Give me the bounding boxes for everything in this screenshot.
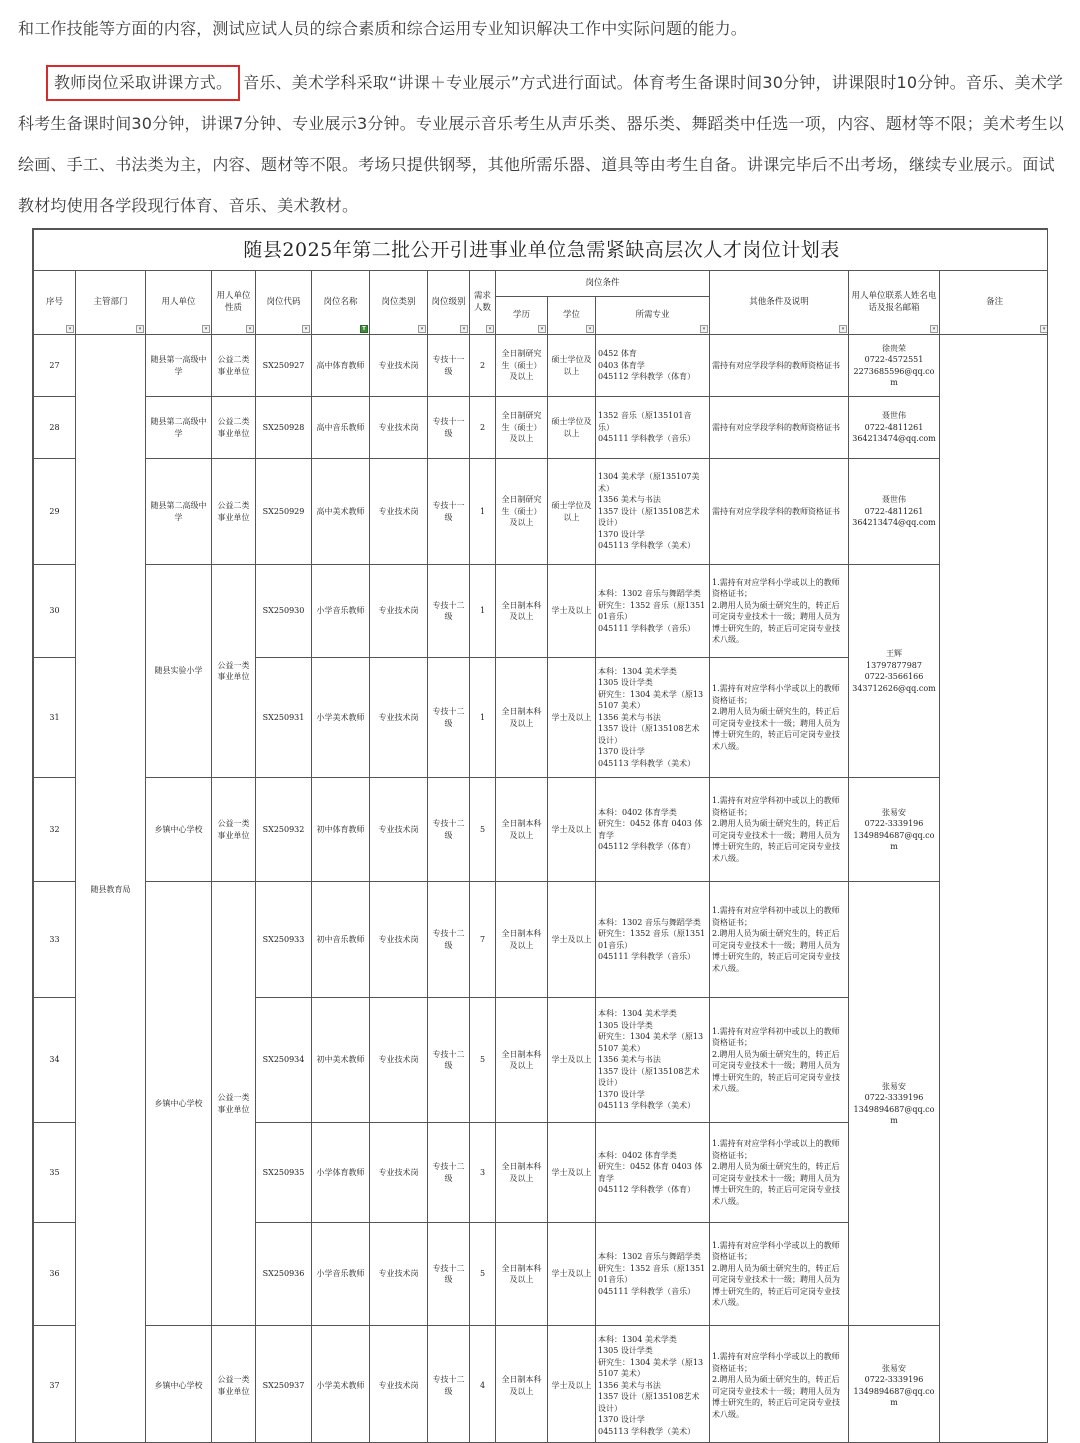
cell-edu: 全日制本科及以上	[496, 1326, 548, 1443]
cell-seq: 37	[34, 1326, 76, 1443]
cell-name: 小学美术教师	[312, 1326, 370, 1443]
cell-code: SX250927	[256, 335, 312, 397]
cell-edu: 全日制本科及以上	[496, 565, 548, 658]
table-row	[34, 1326, 1049, 1443]
cell-other: 需持有对应学段学科的教师资格证书	[710, 397, 849, 459]
cell-other: 需持有对应学段学科的教师资格证书	[710, 459, 849, 565]
cell-major: 本科：1302 音乐与舞蹈学类 研究生：1352 音乐（原135101音乐） 045111 学科教学（音乐）	[596, 882, 710, 998]
cell-major: 本科：1304 美术学类 1305 设计学类 研究生：1304 美术学（原135107 美术） 1356 美术与书法 1357 设计（原135108艺术设计） 1370 设计学 045113 学科教学（美术）	[596, 658, 710, 778]
cell-count: 7	[470, 882, 496, 998]
cell-edu: 全日制研究生（硕士）及以上	[496, 335, 548, 397]
cell-unit-type: 公益一类事业单位	[212, 778, 256, 882]
cell-unit-type: 公益二类事业单位	[212, 335, 256, 397]
cell-category: 专业技术岗	[370, 335, 428, 397]
filter-dropdown-icon: ▾	[202, 325, 210, 333]
cell-level: 专技十二级	[428, 778, 470, 882]
cell-degree: 学士及以上	[548, 658, 596, 778]
cell-degree: 硕士学位及以上	[548, 335, 596, 397]
filter-dropdown-icon: ▾	[246, 325, 254, 333]
header-seq[interactable]: 序号 ▾	[34, 271, 76, 335]
cell-edu: 全日制本科及以上	[496, 658, 548, 778]
table-row	[34, 335, 1049, 397]
cell-other: 1.需持有对应学科小学或以上的教师资格证书； 2.聘用人员为硕士研究生的，转正后可定岗专业技术十一级；聘用人员为博士研究生的，转正后可定岗专业技术八级。	[710, 1223, 849, 1326]
cell-major: 本科：1302 音乐与舞蹈学类 研究生：1352 音乐（原135101音乐） 045111 学科教学（音乐）	[596, 565, 710, 658]
cell-category: 专业技术岗	[370, 998, 428, 1123]
cell-degree: 学士及以上	[548, 998, 596, 1123]
header-conditions: 岗位条件	[496, 271, 710, 297]
cell-category: 专业技术岗	[370, 397, 428, 459]
cell-count: 5	[470, 998, 496, 1123]
cell-level: 专技十二级	[428, 565, 470, 658]
filter-dropdown-icon: ▾	[930, 325, 938, 333]
cell-seq: 28	[34, 397, 76, 459]
cell-category: 专业技术岗	[370, 778, 428, 882]
cell-degree: 学士及以上	[548, 1223, 596, 1326]
cell-seq: 29	[34, 459, 76, 565]
cell-count: 1	[470, 565, 496, 658]
cell-unit-type: 公益一类事业单位	[212, 882, 256, 1326]
article-paragraph-2-text: 音乐、美术学科采取“讲课＋专业展示”方式进行面试。体育考生备课时间30分钟，讲课限时10分钟。音乐、美术学科考生备课时间30分钟，讲课7分钟、专业展示3分钟。专业展示音乐考生从声乐类、器乐类、舞蹈类中任选一项，内容、题材等不限；美术考生以绘画、手工、书法类为主，内容、题材等不限。考场只提供钢琴，其他所需乐器、道具等由考生自备。讲课完毕后不出考场，继续专业展示。面试教材均使用各学段现行体育、音乐、美术教材。	[18, 73, 1064, 215]
cell-other: 需持有对应学段学科的教师资格证书	[710, 335, 849, 397]
cell-name: 高中美术教师	[312, 459, 370, 565]
cell-major: 0452 体育 0403 体育学 045112 学科教学（体育）	[596, 335, 710, 397]
table-title: 随县2025年第二批公开引进事业单位急需紧缺高层次人才岗位计划表	[34, 230, 1049, 271]
article-paragraph-1: 和工作技能等方面的内容，测试应试人员的综合素质和综合运用专业知识解决工作中实际问题的能力。	[18, 19, 748, 38]
cell-count: 1	[470, 459, 496, 565]
cell-unit: 随县第一高级中学	[146, 335, 212, 397]
cell-level: 专技十二级	[428, 1123, 470, 1223]
header-dept[interactable]: 主管部门 ▾	[76, 271, 146, 335]
cell-count: 2	[470, 335, 496, 397]
cell-name: 初中体育教师	[312, 778, 370, 882]
cell-seq: 31	[34, 658, 76, 778]
cell-count: 2	[470, 397, 496, 459]
cell-name: 小学美术教师	[312, 658, 370, 778]
cell-code: SX250935	[256, 1123, 312, 1223]
header-code[interactable]: 岗位代码 ▾	[256, 271, 312, 335]
cell-degree: 学士及以上	[548, 1123, 596, 1223]
cell-other: 1.需持有对应学科小学或以上的教师资格证书； 2.聘用人员为硕士研究生的，转正后可定岗专业技术十一级；聘用人员为博士研究生的，转正后可定岗专业技术八级。	[710, 658, 849, 778]
header-other[interactable]: 其他条件及说明 ▾	[710, 271, 849, 335]
filter-dropdown-icon: ▾	[538, 325, 546, 333]
cell-seq: 32	[34, 778, 76, 882]
cell-code: SX250934	[256, 998, 312, 1123]
cell-level: 专技十二级	[428, 1223, 470, 1326]
cell-name: 高中音乐教师	[312, 397, 370, 459]
cell-major: 本科：1304 美术学类 1305 设计学类 研究生：1304 美术学（原135107 美术） 1356 美术与书法 1357 设计（原135108艺术设计） 1370 设计学 045113 学科教学（美术）	[596, 1326, 710, 1443]
cell-code: SX250928	[256, 397, 312, 459]
cell-remark	[940, 335, 1049, 1443]
filter-dropdown-icon: ▾	[302, 325, 310, 333]
filter-active-icon: T	[360, 325, 368, 333]
cell-category: 专业技术岗	[370, 658, 428, 778]
header-name[interactable]: 岗位名称 T	[312, 271, 370, 335]
cell-degree: 学士及以上	[548, 778, 596, 882]
cell-degree: 学士及以上	[548, 882, 596, 998]
cell-name: 初中美术教师	[312, 998, 370, 1123]
cell-unit: 乡镇中心学校	[146, 882, 212, 1326]
table-row	[34, 459, 1049, 565]
cell-degree: 学士及以上	[548, 565, 596, 658]
cell-other: 1.需持有对应学科初中或以上的教师资格证书； 2.聘用人员为硕士研究生的，转正后可定岗专业技术十一级；聘用人员为博士研究生的，转正后可定岗专业技术八级。	[710, 998, 849, 1123]
cell-count: 5	[470, 778, 496, 882]
cell-category: 专业技术岗	[370, 882, 428, 998]
cell-major: 本科：0402 体育学类 研究生：0452 体育 0403 体育学 045112 学科教学（体育）	[596, 1123, 710, 1223]
cell-code: SX250931	[256, 658, 312, 778]
cell-other: 1.需持有对应学科初中或以上的教师资格证书； 2.聘用人员为硕士研究生的，转正后可定岗专业技术十一级；聘用人员为博士研究生的，转正后可定岗专业技术八级。	[710, 778, 849, 882]
cell-major: 本科：1304 美术学类 1305 设计学类 研究生：1304 美术学（原135107 美术） 1356 美术与书法 1357 设计（原135108艺术设计） 1370 设计学 045113 学科教学（美术）	[596, 998, 710, 1123]
filter-dropdown-icon: ▾	[700, 325, 708, 333]
cell-contact: 聂世伟 0722-4811261 364213474@qq.com	[849, 397, 940, 459]
filter-dropdown-icon: ▾	[486, 325, 494, 333]
cell-dept: 随县教育局	[76, 335, 146, 1443]
cell-category: 专业技术岗	[370, 1123, 428, 1223]
cell-category: 专业技术岗	[370, 1326, 428, 1443]
header-level[interactable]: 岗位级别 ▾	[428, 271, 470, 335]
cell-code: SX250929	[256, 459, 312, 565]
header-major[interactable]: 所需专业 ▾	[596, 297, 710, 335]
cell-seq: 35	[34, 1123, 76, 1223]
cell-edu: 全日制本科及以上	[496, 998, 548, 1123]
cell-unit: 随县第二高级中学	[146, 459, 212, 565]
cell-contact: 张易安 0722-3339196 1349894687@qq.com	[849, 882, 940, 1326]
cell-category: 专业技术岗	[370, 459, 428, 565]
job-plan-table-image	[32, 228, 1048, 1443]
header-degree[interactable]: 学位 ▾	[548, 297, 596, 335]
cell-count: 5	[470, 1223, 496, 1326]
cell-seq: 34	[34, 998, 76, 1123]
cell-unit-type: 公益二类事业单位	[212, 397, 256, 459]
cell-contact: 聂世伟 0722-4811261 364213474@qq.com	[849, 459, 940, 565]
cell-code: SX250932	[256, 778, 312, 882]
cell-unit: 随县第二高级中学	[146, 397, 212, 459]
cell-major: 1304 美术学（原135107美术） 1356 美术与书法 1357 设计（原135108艺术设计） 1370 设计学 045113 学科教学（美术）	[596, 459, 710, 565]
cell-edu: 全日制研究生（硕士）及以上	[496, 397, 548, 459]
header-edu[interactable]: 学历 ▾	[496, 297, 548, 335]
cell-contact: 王辉 13797877987 0722-3566166 343712626@qq.com	[849, 565, 940, 778]
table-row	[34, 565, 1049, 658]
job-plan-table	[33, 229, 1048, 1443]
cell-level: 专技十一级	[428, 459, 470, 565]
cell-unit: 随县实验小学	[146, 565, 212, 778]
filter-dropdown-icon: ▾	[586, 325, 594, 333]
cell-edu: 全日制本科及以上	[496, 1123, 548, 1223]
cell-degree: 硕士学位及以上	[548, 397, 596, 459]
cell-major: 本科：1302 音乐与舞蹈学类 研究生：1352 音乐（原135101音乐） 045111 学科教学（音乐）	[596, 1223, 710, 1326]
cell-unit-type: 公益一类事业单位	[212, 565, 256, 778]
cell-unit-type: 公益二类事业单位	[212, 459, 256, 565]
cell-level: 专技十一级	[428, 335, 470, 397]
cell-code: SX250933	[256, 882, 312, 998]
header-remark[interactable]: 备注 ▾	[940, 271, 1049, 335]
cell-code: SX250930	[256, 565, 312, 658]
table-row	[34, 882, 1049, 998]
cell-edu: 全日制本科及以上	[496, 1223, 548, 1326]
cell-seq: 33	[34, 882, 76, 998]
filter-dropdown-icon: ▾	[839, 325, 847, 333]
cell-contact: 张易安 0722-3339196 1349894687@qq.com	[849, 1326, 940, 1443]
cell-edu: 全日制本科及以上	[496, 778, 548, 882]
header-unit[interactable]: 用人单位 ▾	[146, 271, 212, 335]
cell-unit: 乡镇中心学校	[146, 1326, 212, 1443]
cell-major: 本科：0402 体育学类 研究生：0452 体育 0403 体育学 045112 学科教学（体育）	[596, 778, 710, 882]
article-paragraph-2	[18, 62, 1066, 226]
header-category[interactable]: 岗位类别 ▾	[370, 271, 428, 335]
filter-dropdown-icon: ▾	[460, 325, 468, 333]
filter-dropdown-icon: ▾	[66, 325, 74, 333]
cell-category: 专业技术岗	[370, 1223, 428, 1326]
cell-category: 专业技术岗	[370, 565, 428, 658]
table-row	[34, 397, 1049, 459]
cell-name: 小学音乐教师	[312, 1223, 370, 1326]
filter-dropdown-icon: ▾	[136, 325, 144, 333]
filter-dropdown-icon: ▾	[418, 325, 426, 333]
cell-code: SX250936	[256, 1223, 312, 1326]
cell-level: 专技十一级	[428, 397, 470, 459]
table-row	[34, 778, 1049, 882]
cell-level: 专技十二级	[428, 882, 470, 998]
highlighted-sentence: 教师岗位采取讲课方式。	[46, 65, 240, 101]
cell-seq: 36	[34, 1223, 76, 1326]
cell-name: 小学体育教师	[312, 1123, 370, 1223]
cell-name: 高中体育教师	[312, 335, 370, 397]
cell-contact: 张易安 0722-3339196 1349894687@qq.com	[849, 778, 940, 882]
cell-seq: 27	[34, 335, 76, 397]
cell-degree: 学士及以上	[548, 1326, 596, 1443]
cell-seq: 30	[34, 565, 76, 658]
header-unit-type[interactable]: 用人单位性质 ▾	[212, 271, 256, 335]
filter-dropdown-icon: ▾	[1040, 325, 1048, 333]
cell-count: 4	[470, 1326, 496, 1443]
cell-degree: 硕士学位及以上	[548, 459, 596, 565]
cell-edu: 全日制研究生（硕士）及以上	[496, 459, 548, 565]
cell-contact: 徐贵荣 0722-4572551 2273685596@qq.com	[849, 335, 940, 397]
cell-level: 专技十二级	[428, 658, 470, 778]
cell-unit: 乡镇中心学校	[146, 778, 212, 882]
cell-name: 初中音乐教师	[312, 882, 370, 998]
cell-other: 1.需持有对应学科小学或以上的教师资格证书； 2.聘用人员为硕士研究生的，转正后可定岗专业技术十一级；聘用人员为博士研究生的，转正后可定岗专业技术八级。	[710, 1326, 849, 1443]
cell-count: 3	[470, 1123, 496, 1223]
cell-level: 专技十二级	[428, 998, 470, 1123]
cell-unit-type: 公益一类事业单位	[212, 1326, 256, 1443]
header-contact[interactable]: 用人单位联系人姓名电话及报名邮箱 ▾	[849, 271, 940, 335]
cell-level: 专技十二级	[428, 1326, 470, 1443]
cell-edu: 全日制本科及以上	[496, 882, 548, 998]
cell-count: 1	[470, 658, 496, 778]
cell-name: 小学音乐教师	[312, 565, 370, 658]
header-count[interactable]: 需求人数 ▾	[470, 271, 496, 335]
cell-major: 1352 音乐（原135101音乐） 045111 学科教学（音乐）	[596, 397, 710, 459]
cell-other: 1.需持有对应学科小学或以上的教师资格证书； 2.聘用人员为硕士研究生的，转正后可定岗专业技术十一级；聘用人员为博士研究生的，转正后可定岗专业技术八级。	[710, 1123, 849, 1223]
cell-other: 1.需持有对应学科初中或以上的教师资格证书； 2.聘用人员为硕士研究生的，转正后可定岗专业技术十一级；聘用人员为博士研究生的，转正后可定岗专业技术八级。	[710, 882, 849, 998]
cell-other: 1.需持有对应学科小学或以上的教师资格证书； 2.聘用人员为硕士研究生的，转正后可定岗专业技术十一级；聘用人员为博士研究生的，转正后可定岗专业技术八级。	[710, 565, 849, 658]
cell-code: SX250937	[256, 1326, 312, 1443]
